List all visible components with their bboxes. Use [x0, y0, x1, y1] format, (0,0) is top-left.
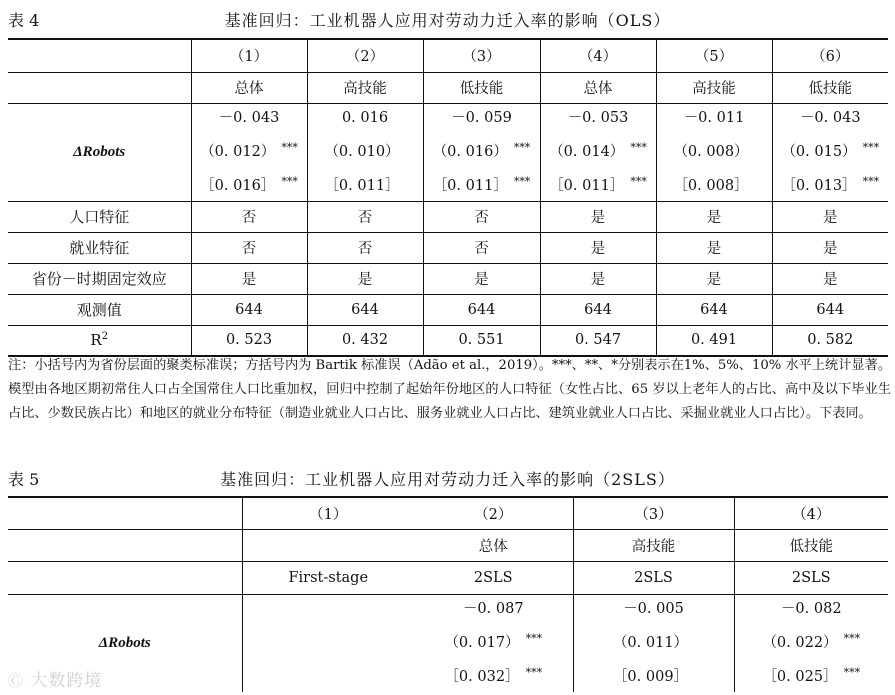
- table5-robots-cell: [414, 594, 573, 692]
- significance-stars: ***: [281, 140, 298, 154]
- table4-robots-cell: [307, 103, 423, 201]
- table-cell: 是: [540, 232, 656, 263]
- se-value: （0. 017）: [444, 634, 520, 651]
- se-line: [308, 133, 423, 167]
- table-cell: 否: [307, 232, 423, 263]
- table-cell: 644: [540, 294, 656, 325]
- significance-stars: ***: [513, 174, 531, 188]
- row-label: 就业特征: [8, 232, 191, 263]
- se-line: [657, 133, 772, 167]
- table-cell: 644: [191, 294, 307, 325]
- table-cell: 否: [423, 201, 540, 232]
- table-cell: 0. 551: [423, 325, 540, 356]
- table4-robots-cell: [423, 103, 540, 201]
- bartik-line: [424, 167, 540, 201]
- se-value: （0. 010）: [324, 143, 400, 160]
- r2-label-text: R: [90, 331, 102, 350]
- watermark: [8, 666, 102, 691]
- bartik-value: ［0. 032］: [444, 668, 520, 685]
- table-cell: 0. 491: [656, 325, 772, 356]
- table5-stage-row: [8, 561, 888, 594]
- row-label: 省份－时期固定效应: [8, 263, 191, 294]
- row-label: 观测值: [8, 294, 191, 325]
- bartik-line: [773, 167, 889, 201]
- table4-robots-cell: [772, 103, 888, 201]
- table-cell: 0. 582: [772, 325, 888, 356]
- table-cell: 否: [307, 201, 423, 232]
- significance-stars: ***: [525, 631, 543, 645]
- table4-group: 总体: [540, 72, 656, 103]
- table4-group: 高技能: [307, 72, 423, 103]
- bartik-value: ［0. 011］: [549, 177, 625, 194]
- coef-value: －0. 087: [462, 600, 524, 617]
- se-line: [414, 624, 573, 658]
- table4-row-observations: [8, 294, 888, 325]
- significance-stars: ***: [843, 631, 861, 645]
- table-cell: 是: [656, 232, 772, 263]
- coef-value: －0. 082: [780, 600, 842, 617]
- r2-label: [8, 325, 191, 356]
- bartik-value: ［0. 008］: [673, 177, 749, 194]
- table5-stage: First-stage: [242, 561, 414, 594]
- table4-colnum: （1）: [191, 39, 307, 72]
- table5-title: 基准回归：工业机器人应用对劳动力迁入率的影响（2SLS）: [220, 470, 675, 489]
- table-cell: 0. 547: [540, 325, 656, 356]
- bartik-line: [735, 658, 889, 692]
- table4-row-r2: [8, 325, 888, 356]
- table4: [8, 38, 888, 357]
- table4-robots-cell: [656, 103, 772, 201]
- table4-robots-label: ΔRobots: [8, 103, 191, 201]
- table4-title: 基准回归：工业机器人应用对劳动力迁入率的影响（OLS）: [224, 11, 671, 30]
- table5-robots-label: ΔRobots: [8, 594, 242, 692]
- table5-group: 高技能: [573, 529, 734, 561]
- table-cell: 是: [423, 263, 540, 294]
- significance-stars: ***: [843, 665, 861, 679]
- coef-value: 0. 016: [341, 109, 389, 126]
- table-cell: 0. 432: [307, 325, 423, 356]
- se-line: [735, 624, 889, 658]
- table4-colnum: （5）: [656, 39, 772, 72]
- significance-stars: ***: [525, 665, 543, 679]
- coef-value: －0. 043: [218, 109, 280, 126]
- bartik-value: ［0. 009］: [612, 668, 689, 685]
- table4-group-row: [8, 72, 888, 103]
- bartik-value: ［0. 025］: [762, 668, 838, 685]
- bartik-line: [574, 658, 734, 692]
- table5-robots-cell: [734, 594, 888, 692]
- table4-colnum: （3）: [423, 39, 540, 72]
- watermark-logo-icon: Ⓒ: [8, 672, 25, 690]
- se-value: （0. 015）: [781, 143, 857, 160]
- table-cell: 是: [191, 263, 307, 294]
- table4-row-fixed-effects: [8, 263, 888, 294]
- bartik-line: [657, 167, 772, 201]
- table-cell: 否: [423, 232, 540, 263]
- significance-stars: ***: [281, 174, 298, 188]
- table4-colnum: （4）: [540, 39, 656, 72]
- table5-group: [242, 529, 414, 561]
- significance-stars: ***: [630, 174, 647, 188]
- bartik-value: ［0. 013］: [781, 177, 857, 194]
- table4-robots-cell: [540, 103, 656, 201]
- table4-group: 高技能: [656, 72, 772, 103]
- significance-stars: ***: [513, 140, 531, 154]
- se-line: [192, 133, 307, 167]
- table-cell: 否: [191, 232, 307, 263]
- table4-caption: [8, 8, 887, 30]
- table5-group: 总体: [414, 529, 573, 561]
- significance-stars: ***: [862, 174, 880, 188]
- table-cell: 644: [307, 294, 423, 325]
- table5-caption: [8, 467, 887, 489]
- table5-colnum-row: [8, 497, 888, 529]
- r2-superscript: 2: [101, 331, 109, 343]
- table5-group-row: [8, 529, 888, 561]
- table-cell: 是: [540, 263, 656, 294]
- table5-robots-cell: [242, 594, 414, 692]
- table5-colnum: （4）: [734, 497, 888, 529]
- row-label: 人口特征: [8, 201, 191, 232]
- se-value: （0. 008）: [673, 143, 749, 160]
- bartik-line: [192, 167, 307, 201]
- table5-stage: 2SLS: [734, 561, 888, 594]
- table4-number: 表 4: [8, 11, 40, 30]
- table5-stage: 2SLS: [414, 561, 573, 594]
- table-cell: 否: [191, 201, 307, 232]
- table-cell: 是: [772, 232, 888, 263]
- se-line: [541, 133, 656, 167]
- bartik-line: [541, 167, 656, 201]
- bartik-line: [414, 658, 573, 692]
- table-cell: 0. 523: [191, 325, 307, 356]
- table4-colnum: （6）: [772, 39, 888, 72]
- table-note: 注：小括号内为省份层面的聚类标准误；方括号内为 Bartik 标准误（Adão et al.，2019）。***、**、*分别表示在1%、5%、10% 水平上统计显著。模型由各地区期初常住人口占全国常住人口比重加权，回归中控制了起始年份地区的人口特征（女性占比、65 岁以上老年人的占比、高中及以下毕业生占比、少数民族占比）和地区的就业分布特征（制造业就业人口占比、服务业就业人口占比、建筑业就业人口占比、采掘业就业人口占比）。下表同。: [8, 358, 891, 421]
- table5-number: 表 5: [8, 470, 40, 489]
- coef-value: －0. 053: [567, 109, 629, 126]
- bartik-value: ［0. 016］: [200, 177, 276, 194]
- se-value: （0. 011）: [612, 634, 689, 651]
- bartik-value: ［0. 011］: [324, 177, 400, 194]
- table-cell: 是: [656, 201, 772, 232]
- table-cell: 是: [540, 201, 656, 232]
- se-value: （0. 014）: [549, 143, 625, 160]
- table4-robots-cell: [191, 103, 307, 201]
- se-value: （0. 012）: [200, 143, 276, 160]
- table4-colnum: （2）: [307, 39, 423, 72]
- table5-robots-cell: [573, 594, 734, 692]
- se-value: （0. 022）: [762, 634, 838, 651]
- table4-row-employment: [8, 232, 888, 263]
- table4-group: 低技能: [423, 72, 540, 103]
- se-value: （0. 016）: [432, 143, 508, 160]
- significance-stars: ***: [630, 140, 647, 154]
- coef-value: －0. 059: [451, 109, 512, 126]
- table4-robots-row: [8, 103, 888, 201]
- table4-group: 低技能: [772, 72, 888, 103]
- table5-stage: 2SLS: [573, 561, 734, 594]
- table-cell: 是: [772, 263, 888, 294]
- bartik-value: ［0. 011］: [432, 177, 508, 194]
- table4-row-population: [8, 201, 888, 232]
- coef-value: －0. 043: [799, 109, 861, 126]
- se-line: [574, 624, 734, 658]
- table-cell: 644: [423, 294, 540, 325]
- table5-colnum: （2）: [414, 497, 573, 529]
- table-cell: 644: [656, 294, 772, 325]
- significance-stars: ***: [862, 140, 880, 154]
- coef-value: －0. 011: [683, 109, 745, 126]
- table4-group: 总体: [191, 72, 307, 103]
- table5-colnum: （1）: [242, 497, 414, 529]
- coef-value: －0. 005: [623, 600, 684, 617]
- bartik-line: [308, 167, 423, 201]
- table-cell: 是: [656, 263, 772, 294]
- table-cell: 是: [772, 201, 888, 232]
- watermark-text: 大数跨境: [30, 671, 103, 691]
- table-cell: 644: [772, 294, 888, 325]
- table4-colnum-row: [8, 39, 888, 72]
- se-line: [773, 133, 889, 167]
- table-cell: 是: [307, 263, 423, 294]
- table5-group: 低技能: [734, 529, 888, 561]
- table5-robots-row: [8, 594, 888, 692]
- table5: [8, 496, 888, 692]
- se-line: [424, 133, 540, 167]
- table5-colnum: （3）: [573, 497, 734, 529]
